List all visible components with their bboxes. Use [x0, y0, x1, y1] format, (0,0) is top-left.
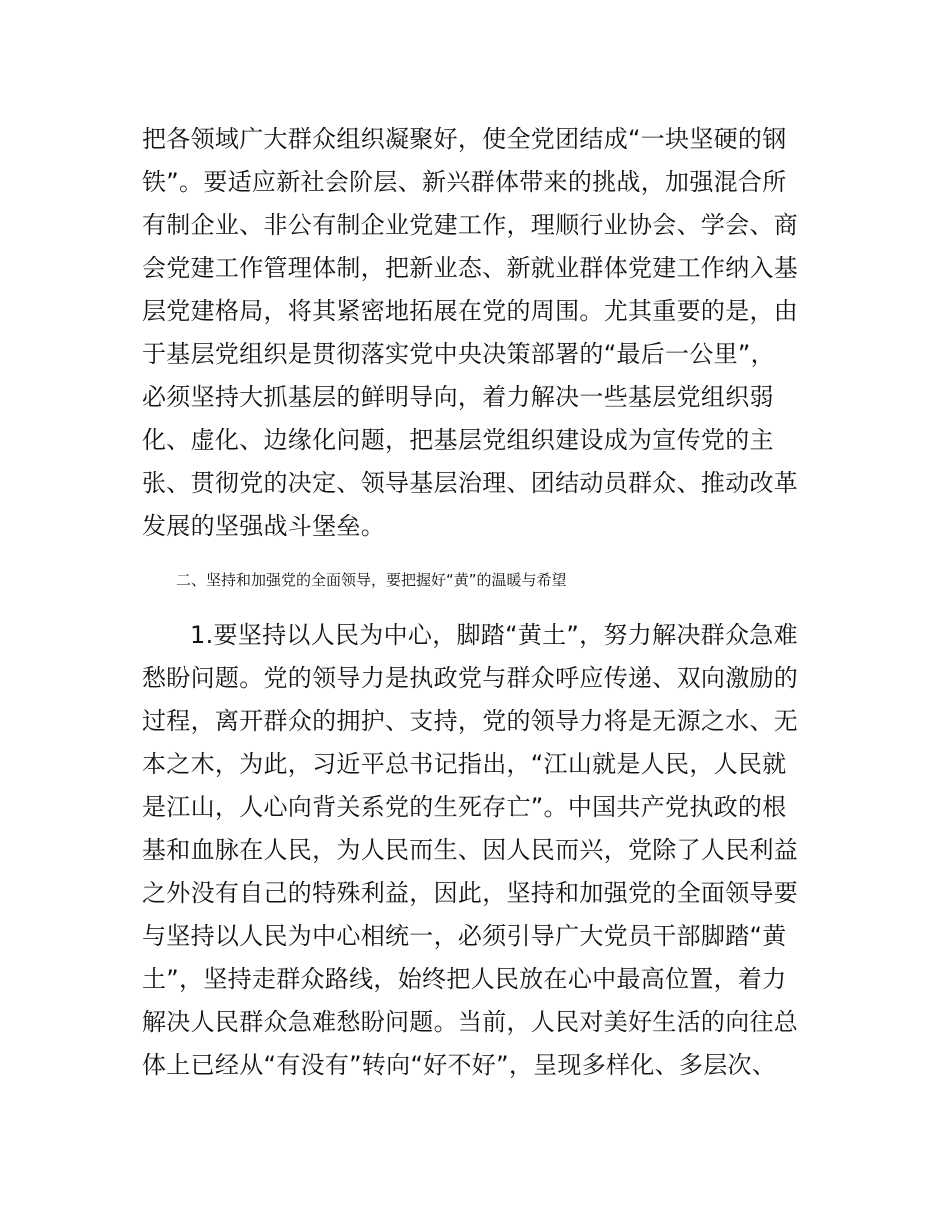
paragraph-line: 化、虚化、边缘化问题，把基层党组织建设成为宣传党的主: [142, 426, 774, 454]
paragraph-line: 张、贯彻党的决定、领导基层治理、团结动员群众、推动改革: [142, 469, 799, 497]
paragraph-line: 铁”。要适应新社会阶层、新兴群体带来的挑战，加强混合所: [142, 168, 787, 196]
paragraph-line: 体上已经从“有没有”转向“好不好”，呈现多样化、多层次、: [142, 1051, 777, 1079]
paragraph-2: [142, 614, 812, 1087]
paragraph-line: 于基层党组织是贯彻落实党中央决策部署的“最后一公里”，: [142, 340, 775, 368]
paragraph-line: 土”，坚持走群众路线，始终把人民放在心中最高位置，着力: [142, 965, 787, 993]
paragraph-line: 必须坚持大抓基层的鲜明导向，着力解决一些基层党组织弱: [142, 383, 774, 411]
paragraph-line: 有制企业、非公有制企业党建工作，理顺行业协会、学会、商: [142, 211, 799, 239]
paragraph-line: 过程，离开群众的拥护、支持，党的领导力将是无源之水、无: [142, 707, 799, 735]
section-heading: 二、坚持和加强党的全面领导，要把握好“黄”的温暖与希望: [176, 571, 567, 589]
paragraph-1: [142, 118, 812, 548]
paragraph-line: 之外没有自己的特殊利益，因此，坚持和加强党的全面领导要: [142, 879, 799, 907]
paragraph-line: 是江山，人心向背关系党的生死存亡”。中国共产党执政的根: [142, 793, 787, 821]
paragraph-line: 基和血脉在人民，为人民而生、因人民而兴，党除了人民利益: [142, 836, 799, 864]
paragraph-line: 1.要坚持以人民为中心，脚踏“黄土”，努力解决群众急难: [190, 621, 798, 649]
paragraph-line: 解决人民群众急难愁盼问题。当前，人民对美好生活的向往总: [142, 1008, 799, 1036]
paragraph-line: 本之木，为此，习近平总书记指出，“江山就是人民，人民就: [142, 750, 787, 778]
paragraph-line: 发展的坚强战斗堡垒。: [142, 512, 385, 540]
paragraph-line: 愁盼问题。党的领导力是执政党与群众呼应传递、双向激励的: [142, 664, 799, 692]
paragraph-line: 与坚持以人民为中心相统一，必须引导广大党员干部脚踏“黄: [142, 922, 787, 950]
paragraph-line: 层党建格局，将其紧密地拓展在党的周围。尤其重要的是，由: [142, 297, 799, 325]
paragraph-line: 会党建工作管理体制，把新业态、新就业群体党建工作纳入基: [142, 254, 799, 282]
paragraph-line: 把各领域广大群众组织凝聚好，使全党团结成“一块坚硬的钢: [142, 125, 787, 153]
